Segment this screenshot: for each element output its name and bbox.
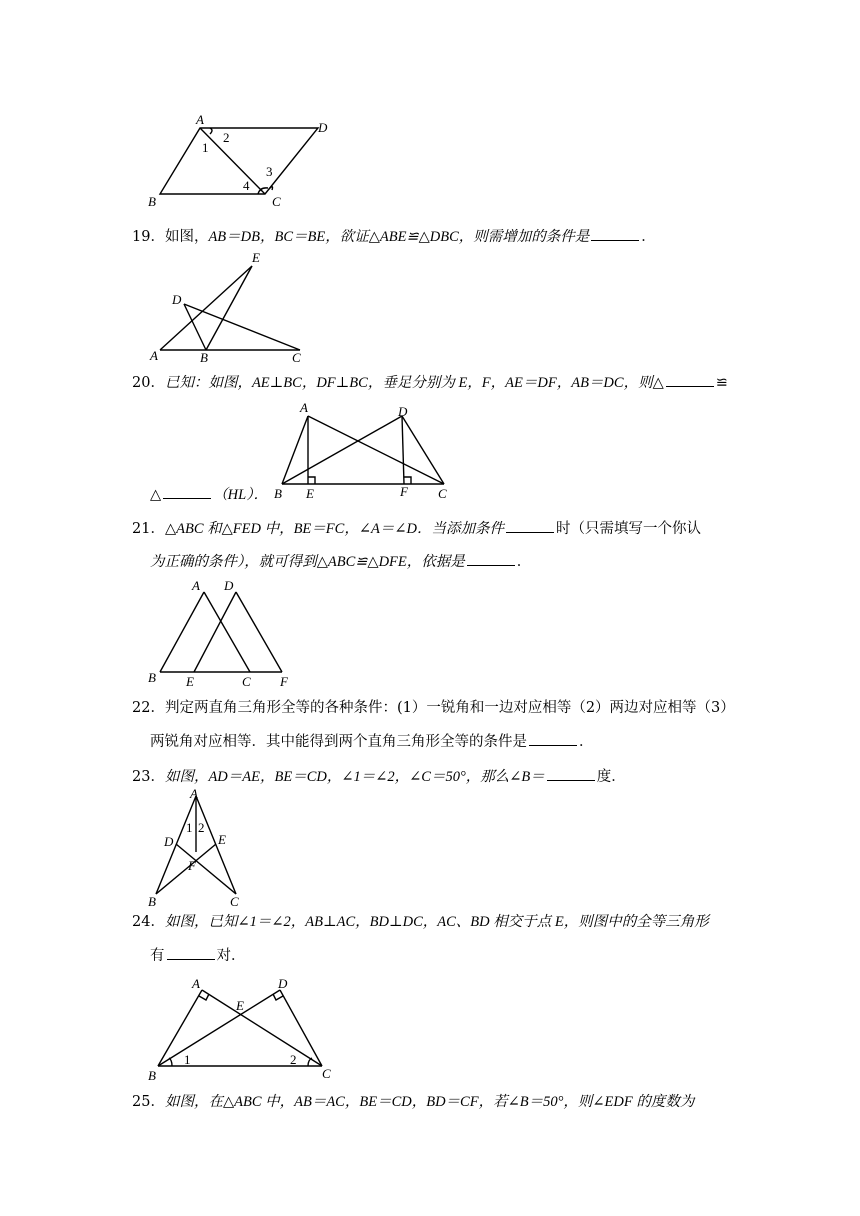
line-ae <box>160 266 252 350</box>
label-2: 2 <box>198 820 205 835</box>
question-end: 度． <box>596 769 626 785</box>
question-21-line2 <box>150 551 750 572</box>
question-text: 已知：如图，AE⊥BC，DF⊥BC，垂足分别为 E，F，AE＝DF，AB＝DC，则△ <box>164 375 664 391</box>
label-e: E <box>218 832 226 847</box>
figure-q23 <box>142 786 252 908</box>
label-d: D <box>172 292 182 307</box>
label-f: F <box>280 674 288 688</box>
question-number: 22． <box>132 700 165 716</box>
question-24-line2 <box>150 945 750 966</box>
angle-arc-2 <box>210 128 212 134</box>
question-number: 23． <box>132 769 165 785</box>
label-b: B <box>148 670 156 685</box>
label-a: A <box>150 348 158 363</box>
line-ed <box>194 592 236 672</box>
line-ba <box>160 592 204 672</box>
figure-q20 <box>270 396 460 504</box>
label-f: F <box>188 858 196 873</box>
angle-arc-3 <box>269 187 273 190</box>
line-ab <box>156 796 196 894</box>
question-text: 判定两直角三角形全等的各种条件：(1）一锐角和一边对应相等（2）两边对应相等（3） <box>164 700 735 716</box>
label-d: D <box>398 404 408 419</box>
line-dc <box>184 304 300 350</box>
label-b: B <box>274 486 282 501</box>
line-ac <box>196 796 236 894</box>
question-20-line2 <box>150 484 270 505</box>
question-20 <box>132 372 732 393</box>
answer-blank-2[interactable] <box>467 551 515 566</box>
label-d: D <box>318 120 328 135</box>
question-text-3: 为正确的条件），就可得到△ABC≌△DFE，依据是 <box>150 554 465 570</box>
label-e: E <box>306 486 314 501</box>
label-d: D <box>278 976 288 991</box>
line-dc <box>280 990 322 1066</box>
question-number: 21． <box>132 521 165 537</box>
label-a: A <box>190 786 198 801</box>
label-1: 1 <box>184 1052 191 1067</box>
label-f: F <box>400 484 408 499</box>
figure-q24 <box>142 970 342 1084</box>
question-number: 25． <box>132 1094 165 1110</box>
question-text: △ABC 和△FED 中，BE＝FC，∠A＝∠D．当添加条件 <box>164 521 504 537</box>
parallelogram-outline <box>160 128 318 194</box>
label-b: B <box>148 194 156 209</box>
label-2: 2 <box>223 130 230 145</box>
label-c: C <box>242 674 251 688</box>
question-24 <box>132 912 732 932</box>
label-4: 4 <box>243 178 250 193</box>
label-b: B <box>148 894 156 908</box>
figure-q21 <box>140 576 300 688</box>
label-1: 1 <box>202 140 209 155</box>
question-text: 如图，AD＝AE，BE＝CD，∠1＝∠2，∠C＝50°，那么∠B＝ <box>164 769 545 785</box>
question-condition: AB＝DB，BC＝BE，欲证△ABE≌△DBC，则需增加的条件是 <box>208 229 590 245</box>
figure-q19 <box>140 246 320 364</box>
label-e: E <box>252 250 260 265</box>
question-text-2: 时（只需填写一个你认 <box>555 521 701 537</box>
question-number: 24． <box>132 914 165 930</box>
question-text: 如图， <box>164 229 209 245</box>
question-23 <box>132 766 732 787</box>
line-ba <box>158 990 202 1066</box>
right-angle-mark-a <box>199 994 209 1000</box>
figure-parallelogram <box>140 110 340 210</box>
label-2: 2 <box>290 1052 297 1067</box>
question-25 <box>132 1092 732 1112</box>
answer-blank-1[interactable] <box>506 518 554 533</box>
question-end: 对． <box>216 948 246 964</box>
label-a: A <box>192 578 200 593</box>
right-angle-mark-e <box>308 477 315 484</box>
label-1: 1 <box>186 820 193 835</box>
label-c: C <box>322 1066 331 1081</box>
question-text: 如图，在△ABC 中，AB＝AC，BE＝CD，BD＝CF，若∠B＝50°，则∠EDF 的度数为 <box>164 1094 695 1110</box>
label-e: E <box>236 998 244 1013</box>
question-19 <box>132 226 732 247</box>
line-df <box>402 416 404 484</box>
label-a: A <box>300 400 308 415</box>
label-c: C <box>438 486 447 501</box>
label-b: B <box>200 350 208 364</box>
question-text: 如图，已知∠1＝∠2，AB⊥AC，BD⊥DC，AC、BD 相交于点 E，则图中的全等三角形 <box>164 914 709 930</box>
label-d: D <box>224 578 234 593</box>
congruent-symbol: ≌ <box>715 375 728 391</box>
angle-arc-1 <box>169 1058 172 1066</box>
question-end: ． <box>579 734 594 750</box>
triangle-symbol: △ <box>150 487 162 503</box>
label-c: C <box>230 894 239 908</box>
question-end: ． <box>641 229 656 245</box>
question-22 <box>132 698 735 718</box>
line-eb <box>206 266 252 350</box>
question-text-2: 有 <box>150 948 165 964</box>
label-a: A <box>192 976 200 991</box>
label-c: C <box>272 194 281 209</box>
label-e: E <box>186 674 194 688</box>
line-db <box>282 416 402 484</box>
question-22-line2 <box>150 731 750 752</box>
question-number: 20． <box>132 375 165 391</box>
question-end: ． <box>516 554 532 570</box>
answer-blank[interactable] <box>529 731 577 746</box>
right-angle-mark-f <box>404 477 411 484</box>
label-3: 3 <box>266 164 273 179</box>
answer-blank-2[interactable] <box>163 484 211 499</box>
label-c: C <box>292 350 301 364</box>
diagonal-ac <box>200 128 265 194</box>
line-ab <box>282 416 308 484</box>
label-a: A <box>196 112 204 127</box>
answer-blank[interactable] <box>591 226 639 241</box>
label-d: D <box>164 834 174 849</box>
answer-blank[interactable] <box>167 945 215 960</box>
question-text-2: 两锐角对应相等．其中能得到两个直角三角形全等的条件是 <box>150 734 527 750</box>
label-b: B <box>148 1068 156 1083</box>
right-angle-mark-d <box>273 994 283 1000</box>
answer-blank[interactable] <box>547 766 595 781</box>
answer-blank-1[interactable] <box>666 372 714 387</box>
question-end: （HL）． <box>213 487 268 503</box>
question-21 <box>132 518 732 539</box>
question-number: 19． <box>132 229 165 245</box>
